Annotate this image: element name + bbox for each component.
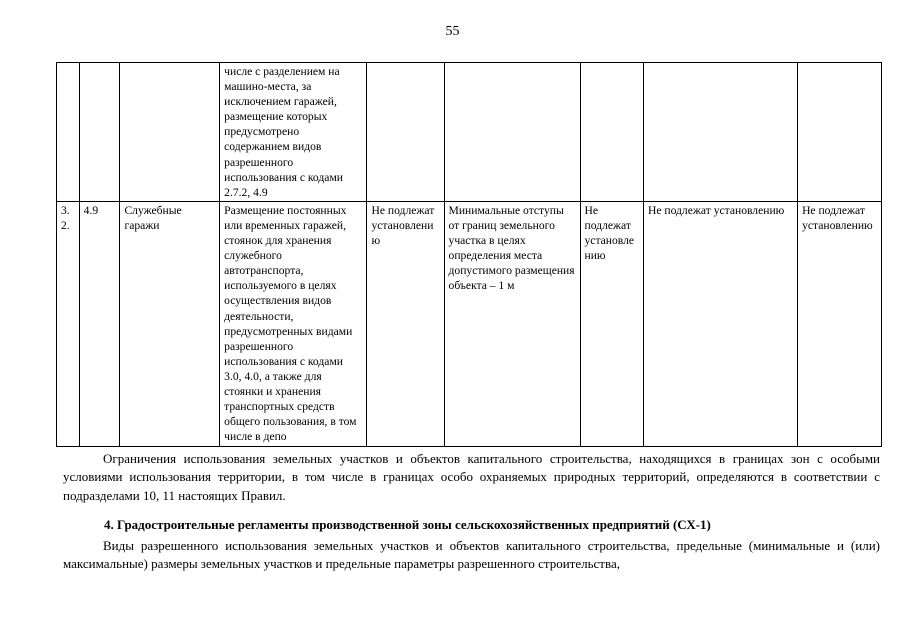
table-cell-coverage: Не подлежат установлению xyxy=(643,201,797,446)
table-cell-floors: Не подлежат установлению xyxy=(580,201,643,446)
table-cell xyxy=(120,63,220,202)
regulations-table xyxy=(56,62,882,447)
restrictions-paragraph xyxy=(63,450,880,505)
table-cell-description: числе с разделением на машино-места, за исключением гаражей, размещение которых предусмотрено содержанием видов разрешенного использования с кодами 2.7.2, 4.9 xyxy=(220,63,367,202)
page-number: 55 xyxy=(445,24,460,39)
table-cell-other: Не подлежат установлению xyxy=(798,201,882,446)
table-cell-setbacks: Минимальные отступы от границ земельного участка в целях определения места допустимого размещения объекта – 1 м xyxy=(444,201,580,446)
restrictions-text: Ограничения использования земельных участков и объектов капитального строительства, находящихся в границах зон с особыми условиями использования территории, в том числе в границах особо охраняемых природных территорий, определяются в соответствии с подразделами 10, 11 настоящих Правил. xyxy=(63,451,880,503)
table-cell xyxy=(367,63,444,202)
table-cell xyxy=(798,63,882,202)
table-row xyxy=(57,63,882,202)
table-cell xyxy=(643,63,797,202)
table-cell-description: Размещение постоянных или временных гаражей, стоянок для хранения служебного автотранспорта, используемого в целях осуществления видов деятельности, предусмотренных видами разрешенного использования с кодами 3.0, 4.0, а также для стоянки и хранения транспортных средств общего пользования, в том числе в депо xyxy=(220,201,367,446)
table-cell xyxy=(444,63,580,202)
table-cell xyxy=(57,63,80,202)
section-heading: 4. Градостроительные регламенты производственной зоны сельскохозяйственных предприятий (СХ-1) xyxy=(104,517,711,532)
table-cell-name: Служебные гаражи xyxy=(120,201,220,446)
table-row xyxy=(57,201,882,446)
table-cell xyxy=(79,63,120,202)
table-cell xyxy=(580,63,643,202)
kinds-text: Виды разрешенного использования земельных участков и объектов капитального строительства, предельные (минимальные и (или) максимальные) размеры земельных участков и предельные параметры разрешенного строительства, xyxy=(63,538,880,572)
kinds-paragraph xyxy=(63,537,880,574)
table-cell-number: 3.2. xyxy=(57,201,80,446)
table-cell-code: 4.9 xyxy=(79,201,120,446)
table-cell-area: Не подлежат установлению xyxy=(367,201,444,446)
